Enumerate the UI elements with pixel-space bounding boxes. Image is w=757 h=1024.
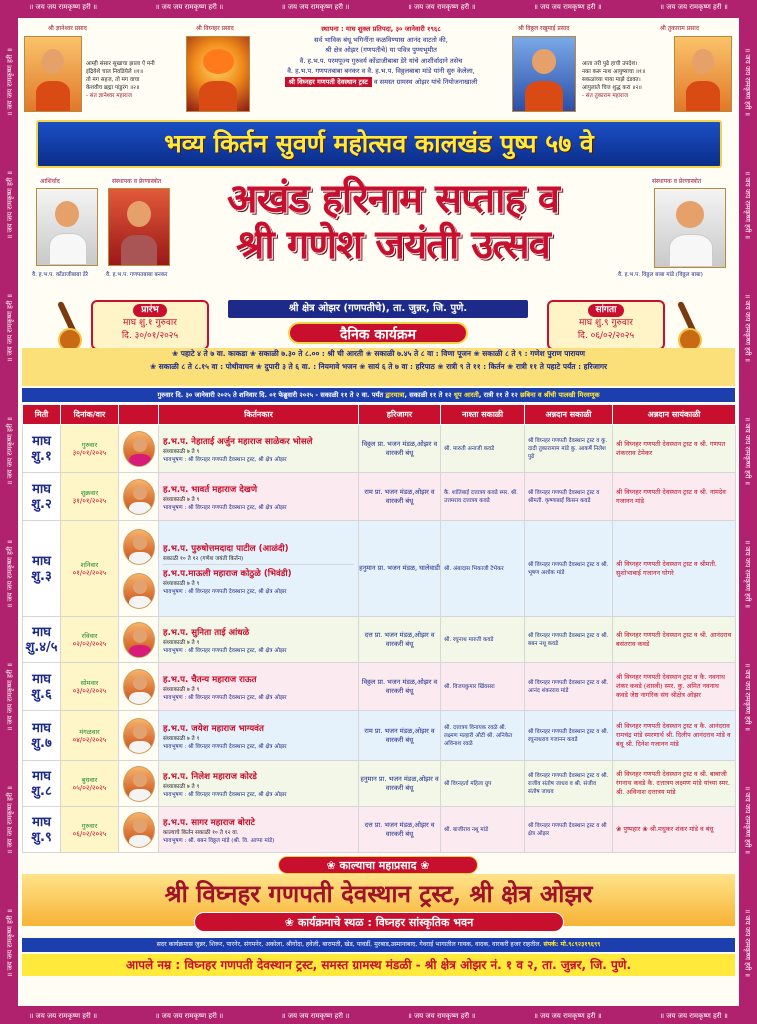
kirtankar-photo <box>123 479 155 515</box>
dnyaneshwar-portrait <box>24 36 82 112</box>
tukaram-quote: आता तरी पुढे हाची उपदेश। नका करू नाश आयुष्याचा ॥१॥ सकळांच्या पाया माझे दंडवत। आपुलाले चित्त शुद्ध करा ॥२॥ - संत तुकाराम महाराज <box>582 61 646 99</box>
vitthalbaba-name: वै. ह.भ.प. विठ्ठल बाबा मांडे (विठ्ठल बाबा) <box>618 272 703 278</box>
start-box: प्रारंभ माघ शु.१ गुरुवार दि. ३०/०१/२०२५ <box>91 300 209 350</box>
dnyaneshwar-label: श्री ज्ञानेश्वर प्रसाद <box>48 25 87 32</box>
location-bar: श्री क्षेत्र ओझर (गणपतीचे), ता. जुन्नर, जि. पुणे. <box>228 300 528 318</box>
header-photo <box>119 405 159 425</box>
border-right: ॥ जय जय रामकृष्ण हरी ॥ ॥ जय जय रामकृष्ण हरी ॥ ॥ जय जय रामकृष्ण हरी ॥ ॥ जय जय रामकृष्ण हरी ॥ ॥ जय जय रामकृष्ण हरी ॥ ॥ जय जय रामकृष्ण हरी ॥ ॥ जय जय रामकृष्ण हरी ॥ ॥ जय जय रामकृष्ण हरी ॥ <box>743 47 752 977</box>
daily-program-title: दैनिक कार्यक्रम <box>288 322 468 344</box>
header-mithi: मिती <box>23 405 61 425</box>
top-center-text: स्थापना : माघ शुक्ल प्रतिपदा, ३० जानेवारी १९६८ सर्व भाविक बंधू भगिनींना कळविण्यास आनंद वाटतो की, श्री क्षेत्र ओझर (गणपतीचे) या पवित्र पुण्यभूमीत वै. ह.भ.प. परमपूज्य गुरुवर्य कोंडाजीबाबा डेरे यांचे आशीर्वादाने तसेच वै. ह.भ.प. गणपतबाबा बनकर व वै. ह.भ.प. विठ्ठलबाबा मांडे यांनी सुरु केलेला, श्री विघ्नहर गणपती देवस्थान ट्रस्ट व समस्त ग्रामस्थ ओझर यांचे नियोजनाखाली <box>256 24 506 87</box>
table-row: माघ शु.३ शनिवार ०१/०२/२०२५ ह.भ.प. पुरुषोत्तमदादा पाटील (आळंदी) सकाळी १० ते १२ (गणेश जयंती किर्तन) ह.भ.प.माऊली महाराज कोठुळे (भिवंडी) संध्याकाळी ७ ते ९ भावभूषण : श्री विघ्नहर गणपती देवस्थान ट्रस्ट, श्री क्षेत्र ओझर हनुमान प्रा. भजन मंडळ, घालेवाडी श्री. अंबादास भिकाजी टेभेकर श्री विघ्नहर गणपती देवस्थान ट्रस्ट व श्री. भूषण अशोक मांडे श्री विघ्नहर गणपती देवस्थान ट्रस्ट व श्रीमती. सुशोभाबाई गजानन घोगरे <box>23 521 736 617</box>
kirtankar-photo <box>123 573 155 609</box>
procession-note: गुरुवार दि. ३० जानेवारी २०२५ ते शनिवार दि. ०१ फेब्रुवारी २०२५ - सकाळी ११ ते २ वा. पर्यंत द्वारयात्रा, सकाळी ११ ते १२ धूप आरती, रात्री ११ ते १२ छबिना व श्रींची पालखी मिरवणूक <box>22 388 735 402</box>
top-section <box>18 18 739 120</box>
vitthal-label: श्री विठ्ठल रखुमाई प्रसाद <box>518 25 570 32</box>
founder-label-right: संस्थापक व प्रेरणास्त्रोत <box>652 178 702 185</box>
organizer-footer: आपले नम्र : विघ्नहर गणपती देवस्थान ट्रस्ट, समस्त ग्रामस्थ मंडळी - श्री क्षेत्र ओझर नं. १ व २, ता. जुन्नर, जि. पुणे. <box>22 954 735 976</box>
kirtankar-photo <box>123 718 155 754</box>
kondajibaba-portrait <box>36 188 98 266</box>
header-nashta: नाश्ता सकाळी <box>441 405 525 425</box>
venue-label: ❀ कार्यक्रमाचे स्थळ : विघ्नहर सांस्कृतिक भवन <box>194 912 564 932</box>
attendance-note: सदर कार्यक्रमास जुन्नर, शिरूर, पारनेर, संगमनेर, अकोला, श्रीगोंदा, हवेली, बारामती, खेड, पावर्डी, मुरबाड,उस्मानाबाद, गेवराई भागातील गायक, वादक, वारकरी हजर राहतील. संपर्क: मो.९८९२३१९६९९ <box>22 938 735 952</box>
table-row: माघ शु.८ बुधवार ०५/०२/२०२५ ह.भ.प. निलेश महाराज कोरडे संध्याकाळी ७ ते ९ भावभूषण : श्री विघ्नहर गणपती देवस्थान ट्रस्ट, श्री क्षेत्र ओझर हनुमान प्रा. भजन मंडळ,ओझर व वारकरी बंधू श्री विघ्नहर्ता महिला ग्रुप श्री विघ्नहर गणपती देवस्थान ट्रस्ट व श्री. राजीव संतोष जाधव व श्री. संजीव संतोष जाधव श्री विघ्नहर गणपती देवस्थान ट्रस्ट व श्री. बाबाजी रंगनाथ कवडे कै. दत्तात्रय लक्ष्मण मांडे यांच्या स्मर. श्री. अविनाश दत्तात्रय मांडे <box>23 761 736 807</box>
kirtankar-photo <box>123 766 155 802</box>
table-row: माघ शु.६ सोमवार ०३/०२/२०२५ ह.भ.प. चैतन्य महाराज राऊत संध्याकाळी ७ ते ९ भावभूषण : श्री विघ्नहर गणपती देवस्थान ट्रस्ट, श्री क्षेत्र ओझर विठ्ठल प्रा. भजन मंडळ,ओझर व वारकरी बंधू श्री. विजयकुमार खिंवसरा श्री विघ्नहर गणपती देवस्थान ट्रस्ट व श्री. आनंद शंकरराव मांडे श्री विघ्नहर गणपती देवस्थान ट्रस्ट व कै. नवनाथ शंकर कवडे (शास्त्री) स्मर. कु. अमित नवनाथ कवडे जेष्ठ नागरिक संघ श्रीक्षेत्र ओझर <box>23 663 736 711</box>
kirtankar-photo <box>123 529 155 565</box>
kirtankar-photo <box>123 431 155 467</box>
table-row: माघ शु.९ गुरुवार ०६/०२/२०२५ ह.भ.प. सागर महाराज बोराटे काल्याचे किर्तन सकाळी १० ते १२ वा. भावभूषण : श्री. बबन विठ्ठल मांडे (श्री. वि. आप्पा मांडे) दत्त प्रा. भजन मंडळ,ओझर व वारकरी बंधू श्री. बाजीराव नथू मांडे श्री विघ्नहर गणपती देवस्थान ट्रस्ट व श्री क्षेत्र ओझर ❀ पुष्पहार ❀ श्री.मधुकर शंकर मांडे व बंधू <box>23 807 736 853</box>
header-date: दिनांक/वार <box>61 405 119 425</box>
founder-label: संस्थापक व प्रेरणास्त्रोत <box>112 178 162 185</box>
mahaprasad-label: ❀ काल्याचा महाप्रसाद ❀ <box>278 856 478 874</box>
header-kirtankar: किर्तनकार <box>159 405 359 425</box>
ganpatbaba-portrait <box>108 188 170 266</box>
tukaram-label: श्री तुकाराम प्रसाद <box>660 25 700 32</box>
vighnahar-idol <box>186 36 250 112</box>
header-harjagar: हरिजागर <box>359 405 441 425</box>
vighnahar-label: श्री विघ्नहर प्रसाद <box>196 25 234 32</box>
blessing-label: आशिर्वाद <box>40 178 60 185</box>
tukaram-portrait <box>674 36 732 112</box>
kirtankar-photo <box>123 812 155 848</box>
vitthalbaba-portrait <box>654 188 726 268</box>
kirtankar-photo <box>123 669 155 705</box>
trust-footer: श्री विघ्नहर गणपती देवस्थान ट्रस्ट, श्री क्षेत्र ओझर <box>22 874 735 926</box>
veena-icon <box>674 298 704 352</box>
header-annadan-am: अन्नदान सकाळी <box>525 405 613 425</box>
table-row: माघ शु.१ गुरुवार ३०/०१/२०२५ ह.भ.प. नेहाताई अर्जुन महाराज साळेकर भोसले संध्याकाळी ७ ते ९ भावभूषण : श्री विघ्नहर गणपती देवस्थान ट्रस्ट, श्री क्षेत्र ओझर विठ्ठल प्रा. भजन मंडळ,ओझर व वारकरी बंधू श्री. मारुती अनाजी कवडे श्री विघ्नहर गणपती देवस्थान ट्रस्ट व कु. दादी तुकारामाम मांडे कु. आकर्षे निलेश पुढे श्री विघ्नहर गणपती देवस्थान ट्रस्ट व श्री. गणपत शंकरराव टेमेकर <box>23 425 736 473</box>
veena-icon <box>54 298 84 352</box>
header-annadan-pm: अन्नदान सायंकाळी <box>613 405 736 425</box>
kondajibaba-name: वै. ह.भ.प. कोंडाजीबाबा डेरे <box>32 272 88 278</box>
table-row: माघ शु.७ मंगळवार ०४/०२/२०२५ ह.भ.प. जयेश महाराज भाग्यवंत संध्याकाळी ७ ते ९ भावभूषण : श्री विघ्नहर गणपती देवस्थान ट्रस्ट, श्री क्षेत्र ओझर राम प्रा. भजन मंडळ,ओझर व वारकरी बंधू श्री. दत्तात्रय विनायक रवळे श्री. लक्ष्मण मल्हारी औटी श्री. अनिकेत अविनाश रवळे श्री विघ्नहर गणपती देवस्थान ट्रस्ट व श्री. रघुनाथराव गजानन कवडे श्री विघ्नहर गणपती देवस्थान ट्रस्ट व कै. आनंदराव रामचंद्र मांडे स्मरणार्थ श्री. दिलीप आनंदराव मांडे व बंधू श्री. दिनेश गजानन मांडे <box>23 711 736 761</box>
suvarna-banner: भव्य किर्तन सुवर्ण महोत्सव कालखंड पुष्प ५७ वे <box>36 120 722 168</box>
daily-schedule: ❀ पहाटे ४ ते ७ वा. काकडा ❀ सकाळी ७.३० ते ८.०० : श्री ची आरती ❀ सकाळी ७.४५ ते ८ वा : विणा पूजन ❀ सकाळी ८ ते ९ : गणेश पुराण पारायण ❀ सकाळी ८ ते ८.१५ वा : पोथीवाचन ❀ दुपारी ३ ते ६ वा. : नियमावे भजन ❀ सायं ६ ते ७ वा : हरिपाठ ❀ रात्री ९ ते ११ : किर्तन ❀ रात्री ११ ते पहाटे पर्यंत : हरिजागर <box>22 348 735 386</box>
ganpatbaba-name: वै. ह.भ.प. गणपतबाबा बनकर <box>106 272 168 278</box>
dnyaneshwar-quote: आम्ही संसार सुखाचा झाला ऐ मनी इंद्रियेशे चाल निवडियेले ॥१॥ तो मग सहज, तो मग वाचा केशवीच ब्रह्मा पांडुरंग ॥२॥ - संत ज्ञानेश्वर महाराज <box>86 61 155 99</box>
poster <box>18 18 739 1006</box>
table-row: माघ शु.२ शुक्रवार ३१/०१/२०२५ ह.भ.प. भावर्त महाराज देखणे संध्याकाळी ७ ते ९ भावभूषण : श्री विघ्नहर गणपती देवस्थान ट्रस्ट, श्री क्षेत्र ओझर राम प्रा. भजन मंडळ,ओझर व वारकरी बंधू कै. शांतिबाई दत्तात्रय कवडे स्मर. श्री. उत्तमराव दत्तात्रय कवडे श्री विघ्नहर गणपती देवस्थान ट्रस्ट व श्रीमती. कृष्णाबाई किसन कवडे श्री विघ्नहर गणपती देवस्थान ट्रस्ट व श्री. नामदेव गजानन मांडे <box>23 473 736 521</box>
border-top: ॥ जय जय रामकृष्ण हरी ॥ ॥ जय जय रामकृष्ण हरी ॥ ॥ जय जय रामकृष्ण हरी ॥ ॥ जय जय रामकृष्ण हरी ॥ ॥ जय जय रामकृष्ण हरी ॥ ॥ जय जय रामकृष्ण हरी ॥ <box>29 3 728 11</box>
table-row: माघ शु.४/५ रविवार ०२/०२/२०२५ ह.भ.प. सुनिता ताई आंधळे संध्याकाळी ७ ते ९ भावभूषण : श्री विघ्नहर गणपती देवस्थान ट्रस्ट, श्री क्षेत्र ओझर दत्त प्रा. भजन मंडळ,ओझर व वारकरी बंधू श्री. रघुनाथ मारुती कवडे श्री विघ्नहर गणपती देवस्थान ट्रस्ट व श्री. बबन नथू कवडे श्री विघ्नहर गणपती देवस्थान ट्रस्ट व श्री. आनंदराव बसंतराव कवडे <box>23 617 736 663</box>
program-table <box>22 404 736 853</box>
title-section <box>18 172 739 320</box>
end-box: सांगता माघ शु.९ गुरुवार दि. ०६/०२/२०२५ <box>547 300 665 350</box>
border-bottom: ॥ जय जय रामकृष्ण हरी ॥ ॥ जय जय रामकृष्ण हरी ॥ ॥ जय जय रामकृष्ण हरी ॥ ॥ जय जय रामकृष्ण हरी ॥ ॥ जय जय रामकृष्ण हरी ॥ ॥ जय जय रामकृष्ण हरी ॥ <box>29 1012 728 1020</box>
kirtankar-photo <box>123 622 155 658</box>
main-title: अखंड हरिनाम सप्ताह व श्री गणेश जयंती उत्सव <box>227 175 559 268</box>
vitthal-rukmai-image <box>512 36 576 112</box>
border-left: ॥ जय जय रामकृष्ण हरी ॥ ॥ जय जय रामकृष्ण हरी ॥ ॥ जय जय रामकृष्ण हरी ॥ ॥ जय जय रामकृष्ण हरी ॥ ॥ जय जय रामकृष्ण हरी ॥ ॥ जय जय रामकृष्ण हरी ॥ ॥ जय जय रामकृष्ण हरी ॥ ॥ जय जय रामकृष्ण हरी ॥ <box>5 47 14 977</box>
table-header <box>23 405 736 425</box>
